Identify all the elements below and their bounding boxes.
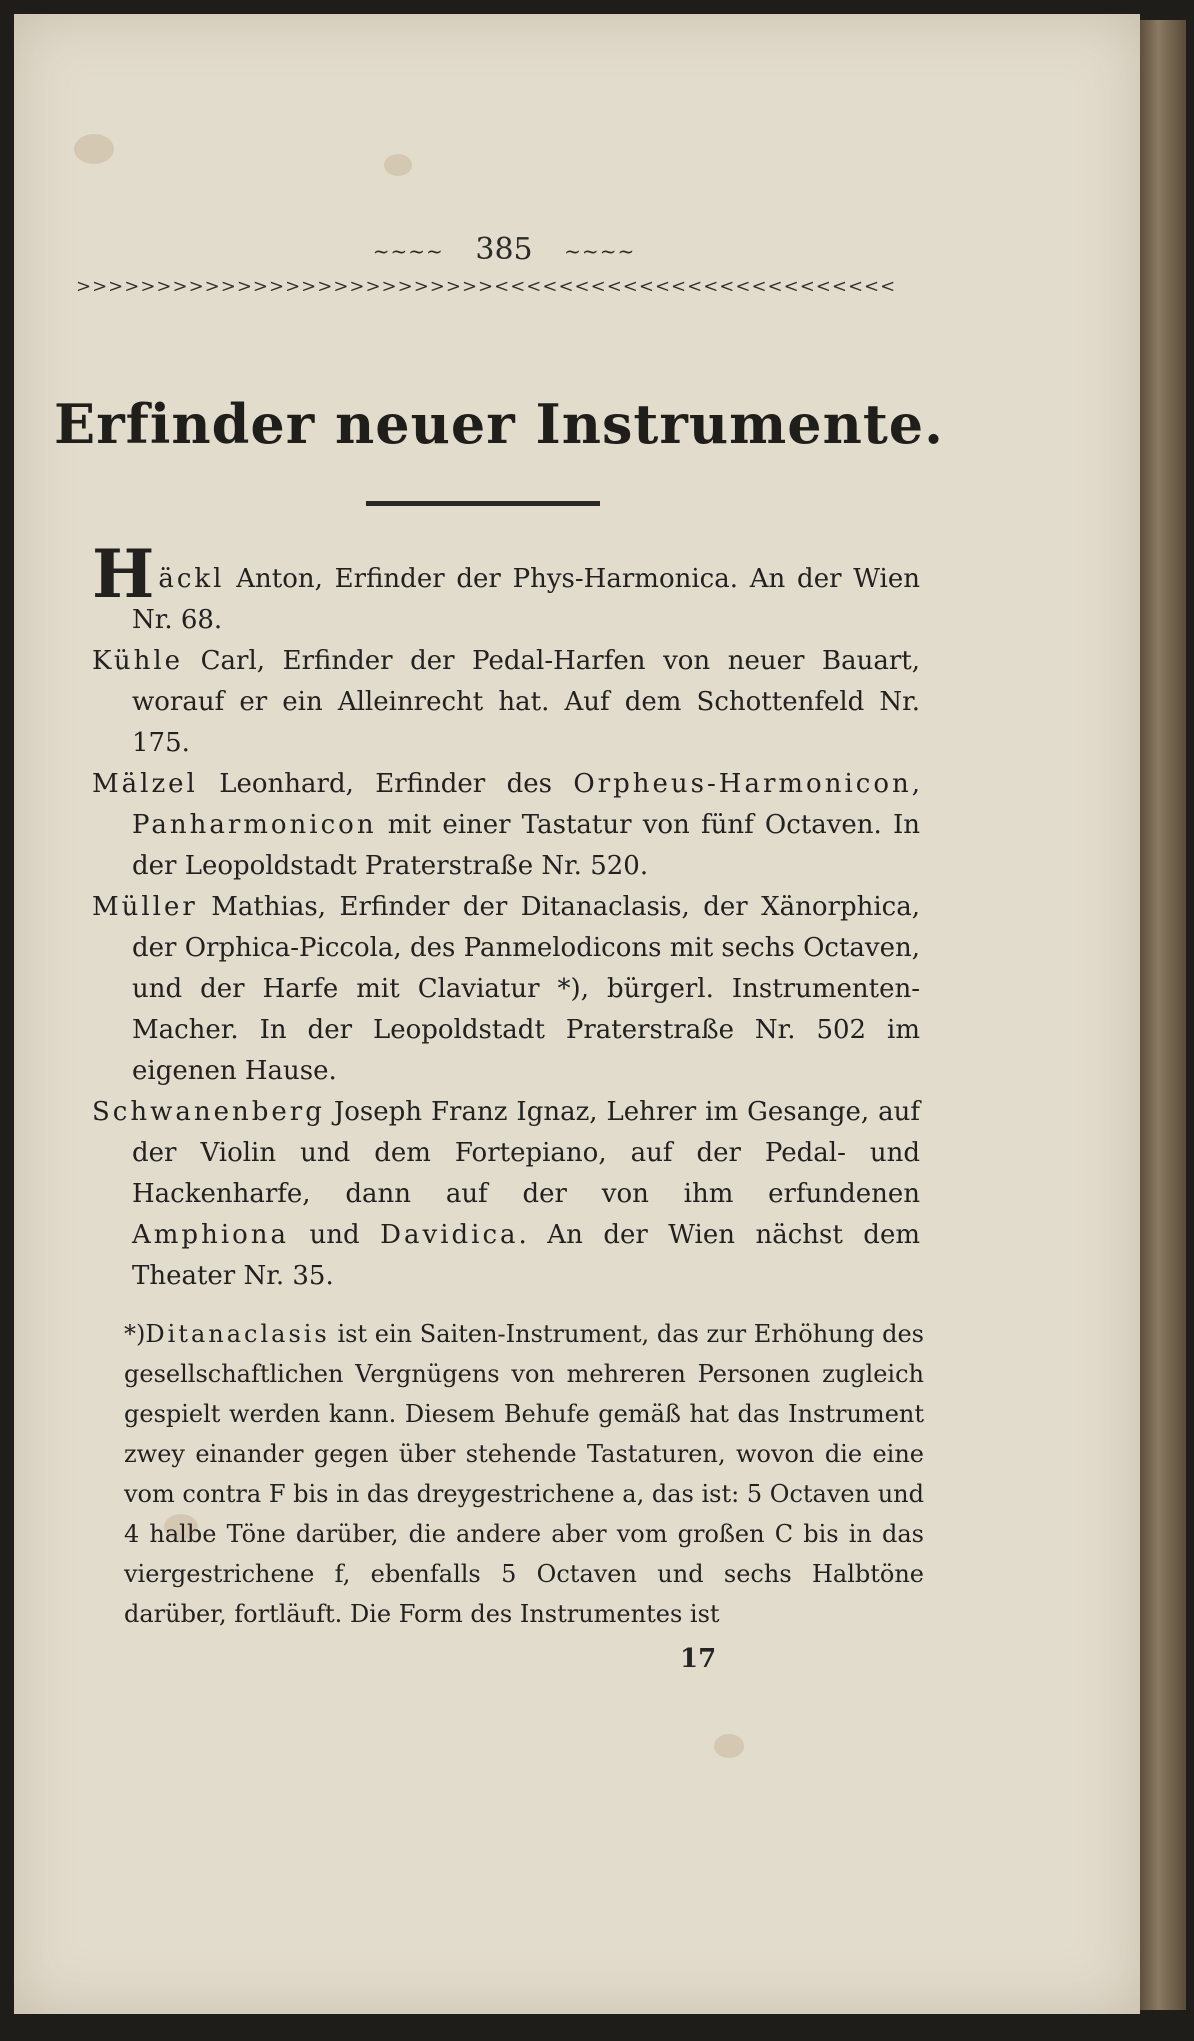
age-stain	[714, 1734, 744, 1758]
entry-name: Müller	[92, 892, 198, 922]
instrument-name: Amphiona	[132, 1220, 290, 1250]
entry-text: ,	[911, 769, 920, 799]
page-number: 385	[475, 232, 533, 267]
entry-text: Leonhard, Erfinder des	[197, 769, 574, 799]
book-page	[14, 14, 1140, 2014]
footnote-term: Ditanaclasis	[145, 1320, 330, 1348]
title-rule	[366, 501, 600, 506]
entry-text: mit einer Tastatur von fünf Octaven. In der Leopoldstadt Praterstraße Nr. 520.	[132, 810, 920, 881]
entry-name: äckl	[158, 564, 225, 594]
entry-mueller	[92, 887, 920, 1092]
running-header	[14, 232, 994, 267]
age-stain	[74, 134, 114, 164]
instrument-name: Panharmonicon	[132, 810, 377, 840]
instrument-name: Davidica	[380, 1220, 519, 1250]
entry-text: Joseph Franz Ignaz, Lehrer im Gesange, auf der Violin und dem Fortepiano, auf der Pedal- und Hackenharfe, dann auf der von ihm erfundenen	[132, 1097, 920, 1209]
entry-list	[92, 535, 920, 1297]
footnote-marker: *)	[124, 1320, 146, 1348]
entry-text: Anton, Erfinder der Phys-Harmonica. An der Wien Nr. 68.	[132, 564, 920, 635]
chevron-rule: >>>>>>>>>>>>>>>>>>>>>>>>>><<<<<<<<<<<<<<<<<<<<<<<<<	[76, 276, 897, 297]
entry-name: Kühle	[92, 646, 184, 676]
drop-cap: H	[92, 535, 155, 613]
entry-name: Schwanenberg	[92, 1097, 325, 1127]
footnote-text: ist ein Saiten-Instrument, das zur Erhöhung des gesellschaftlichen Vergnügens von mehreren Personen zugleich gespielt werden kann. Diesem Behufe gemäß hat das Instrument zwey einander gegen über stehende Tastaturen, wovon die eine vom contra F bis in das dreygestrichene a, das ist: 5 Octaven und 4 halbe Töne darüber, die andere aber vom großen C bis in das viergestrichene f, ebenfalls 5 Octaven und sechs Halbtöne darüber, fortläuft. Die Form des Instrumentes ist	[124, 1320, 924, 1628]
footnote	[124, 1314, 924, 1634]
entry-text: Mathias, Erfinder der Ditanaclasis, der Xänorphica, der Orphica-Piccola, des Panmelodicons mit sechs Octaven, und der Harfe mit Claviatur *), bürgerl. Instrumenten-Macher. In der Leopoldstadt Praterstraße Nr. 502 im eigenen Hause.	[132, 892, 920, 1086]
page-title: Erfinder neuer Instrumente.	[54, 392, 944, 456]
age-stain	[384, 154, 412, 176]
entry-text: . An der Wien nächst dem Theater Nr. 35.	[132, 1220, 920, 1291]
entry-haeckl	[92, 535, 920, 641]
signature-mark: 17	[680, 1644, 717, 1674]
instrument-name: Orpheus-Harmonicon	[573, 769, 912, 799]
entry-maelzel	[92, 764, 920, 887]
entry-kuehle	[92, 641, 920, 764]
entry-schwanenberg	[92, 1092, 920, 1297]
header-ornament-left: ~~~~	[372, 239, 444, 263]
header-ornament-right: ~~~~	[564, 239, 636, 263]
entry-text: und	[289, 1220, 381, 1250]
book-edge	[1140, 20, 1186, 2010]
entry-text: Carl, Erfinder der Pedal-Harfen von neuer Bauart, worauf er ein Alleinrecht hat. Auf dem Schottenfeld Nr. 175.	[132, 646, 920, 758]
entry-name: Mälzel	[92, 769, 198, 799]
